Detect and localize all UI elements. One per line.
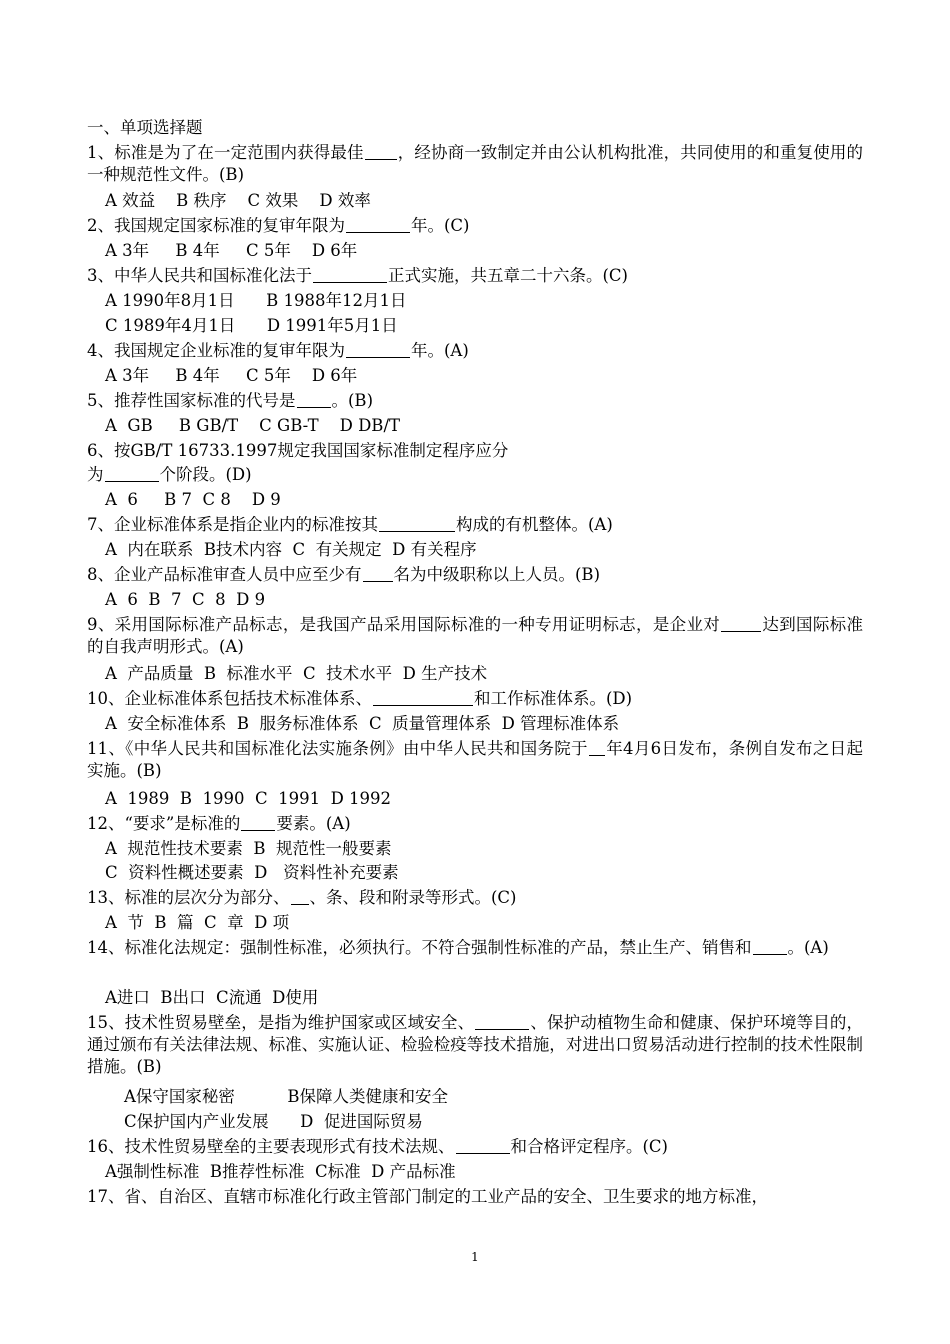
answer-blank: [379, 515, 455, 532]
question-options: A进口 B出口 C流通 D使用: [105, 988, 319, 1007]
question-17: 17、省、自治区、直辖市标准化行政主管部门制定的工业产品的安全、卫生要求的地方标准，: [87, 1187, 768, 1206]
question-4: 4、我国规定企业标准的复审年限为 年。(A): [87, 341, 469, 360]
question-options: A GB B GB/T C GB-T D DB/T: [105, 416, 401, 435]
question-options: A 3年 B 4年 C 5年 D 6年: [105, 366, 358, 385]
answer-blank: [373, 689, 473, 706]
question-16: 16、技术性贸易壁垒的主要表现形式有技术法规、 和合格评定程序。(C): [87, 1137, 668, 1156]
question-options: A 3年 B 4年 C 5年 D 6年: [105, 241, 358, 260]
question-3: 3、中华人民共和国标准化法于 正式实施，共五章二十六条。(C): [87, 266, 628, 285]
answer-blank: [291, 888, 309, 905]
question-7: 7、企业标准体系是指企业内的标准按其 构成的有机整体。(A): [87, 515, 613, 534]
question-options: A 规范性技术要素 B 规范性一般要素: [105, 839, 392, 858]
answer-blank: [346, 216, 410, 233]
question-options: A 1990年8月1日 B 1988年12月1日: [105, 291, 407, 310]
question-15: 15、技术性贸易壁垒，是指为维护国家或区域安全、 、保护动植物生命和健康、保护环境等目的，通过颁布有关法律法规、标准、实施认证、检验检疫等技术措施，对进出口贸易活动进行控制的技术性限制措施。(B): [87, 1013, 864, 1076]
question-options: A 安全标准体系 B 服务标准体系 C 质量管理体系 D 管理标准体系: [105, 714, 620, 733]
question-options: A 产品质量 B 标准水平 C 技术水平 D 生产技术: [105, 664, 488, 683]
question-1: 1、标准是为了在一定范围内获得最佳 ，经协商一致制定并由公认机构批准，共同使用的和重复使用的一种规范性文件。(B): [87, 143, 864, 184]
answer-blank: [753, 938, 787, 955]
section-title: 一、单项选择题: [87, 118, 203, 137]
answer-blank: [297, 391, 331, 408]
question-2: 2、我国规定国家标准的复审年限为 年。(C): [87, 216, 470, 235]
answer-blank: [589, 739, 605, 756]
question-options: A 节 B 篇 C 章 D 项: [105, 913, 290, 932]
answer-blank: [105, 465, 159, 482]
answer-blank: [313, 266, 387, 283]
question-options: A保守国家秘密 B保障人类健康和安全: [124, 1087, 448, 1106]
question-10: 10、企业标准体系包括技术标准体系、 和工作标准体系。(D): [87, 689, 633, 708]
answer-blank: [346, 341, 410, 358]
question-5: 5、推荐性国家标准的代号是 。(B): [87, 391, 373, 410]
question-options: C 资料性概述要素 D 资料性补充要素: [105, 863, 399, 882]
question-12: 12、“要求”是标准的 要素。(A): [87, 814, 351, 833]
question-options: A 6 B 7 C 8 D 9: [105, 490, 281, 509]
question-6: 6、按GB/T 16733.1997规定我国国家标准制定程序应分: [87, 441, 509, 460]
question-9: 9、采用国际标准产品标志，是我国产品采用国际标准的一种专用证明标志，是企业对 达到国际标准的自我声明形式。(A): [87, 615, 864, 656]
question-14: 14、标准化法规定：强制性标准，必须执行。不符合强制性标准的产品，禁止生产、销售和 。(A): [87, 938, 829, 957]
question-options: C保护国内产业发展 D 促进国际贸易: [124, 1112, 423, 1131]
question-options: A 1989 B 1990 C 1991 D 1992: [105, 789, 392, 808]
answer-blank: [475, 1013, 529, 1030]
question-8: 8、企业产品标准审查人员中应至少有 名为中级职称以上人员。(B): [87, 565, 600, 584]
answer-blank: [241, 814, 275, 831]
question-6-continued: 为 个阶段。(D): [87, 465, 252, 484]
question-options: A强制性标准 B推荐性标准 C标准 D 产品标准: [105, 1162, 456, 1181]
answer-blank: [721, 615, 761, 632]
question-options: A 效益 B 秩序 C 效果 D 效率: [105, 191, 371, 210]
question-13: 13、标准的层次分为部分、 、条、段和附录等形式。(C): [87, 888, 517, 907]
question-options: A 内在联系 B技术内容 C 有关规定 D 有关程序: [105, 540, 477, 559]
page-number: 1: [471, 1250, 479, 1264]
answer-blank: [363, 565, 393, 582]
answer-blank: [365, 143, 397, 160]
question-11: 11、《中华人民共和国标准化法实施条例》由中华人民共和国务院于 年4月6日发布，条例自发布之日起实施。(B): [87, 739, 864, 780]
question-options: A 6 B 7 C 8 D 9: [105, 590, 266, 609]
answer-blank: [456, 1137, 510, 1154]
question-options: C 1989年4月1日 D 1991年5月1日: [105, 316, 398, 335]
